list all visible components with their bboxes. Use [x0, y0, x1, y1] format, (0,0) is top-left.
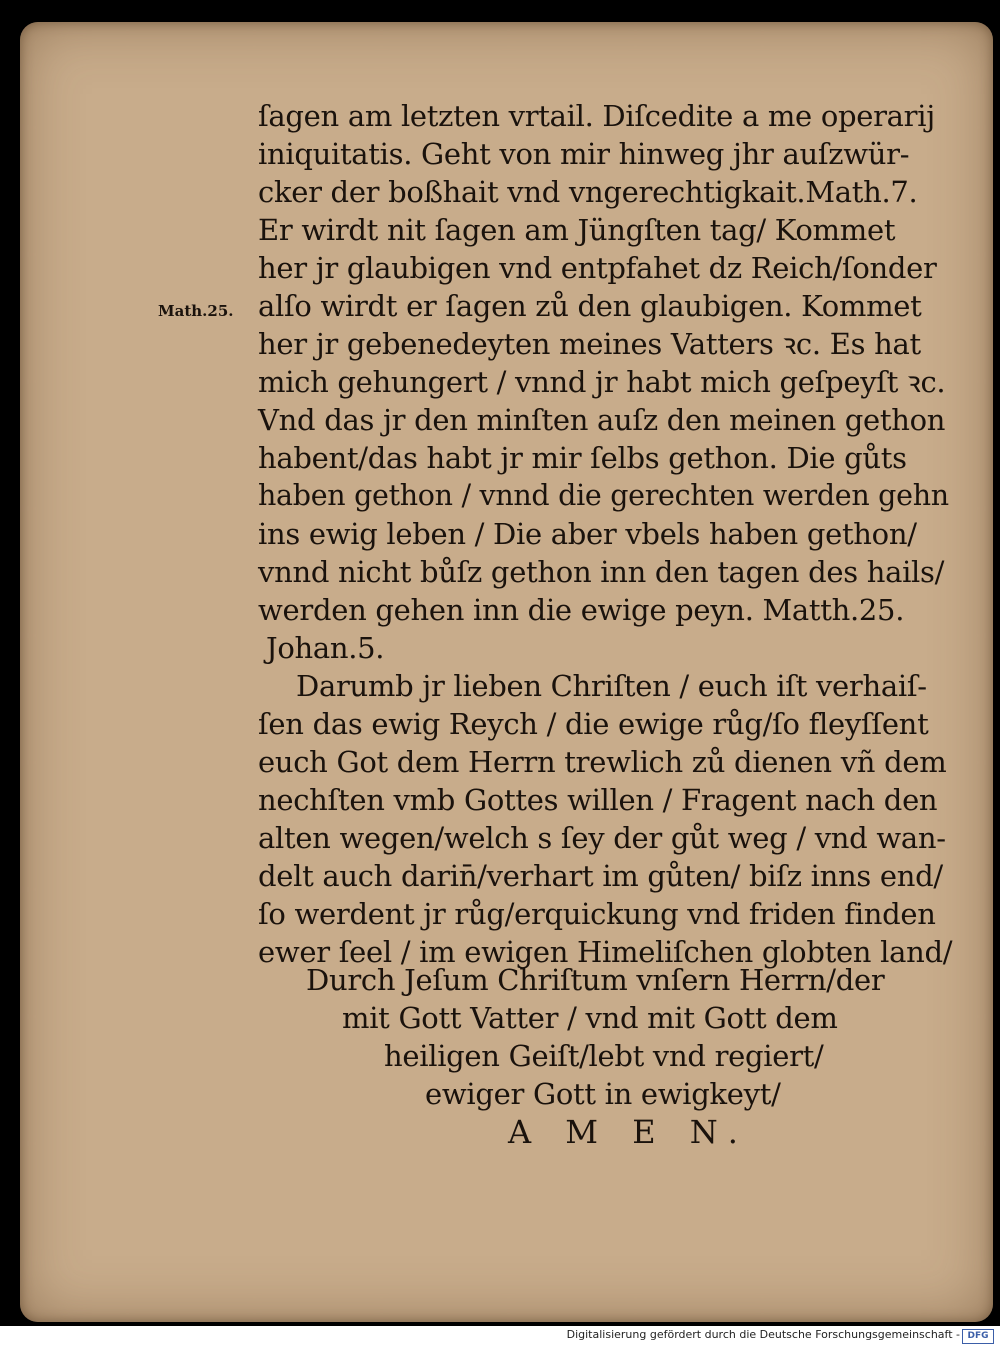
text-line: haben gethon / vnnd die gerechten werden gehn [258, 479, 949, 512]
text-line: her jr gebenedeyten meines Vatters ꝛc. Es hat [258, 327, 921, 361]
text-line: werden gehen inn die ewige peyn. Matth.25. [258, 593, 905, 627]
text-line: Vnd das jr den minſten auſz den meinen gethon [258, 403, 946, 437]
text-line: mich gehungert / vnnd jr habt mich geſpeyſt ꝛc. [258, 365, 946, 399]
text-line: habent/das habt jr mir ſelbs gethon. Die gůts [258, 441, 907, 475]
text-line: cker der boßhait vnd vngerechtigkait.Math.7. [258, 175, 918, 209]
text-line: euch Got dem Herrn trewlich zů dienen vñ dem [258, 745, 947, 779]
text-line: vnnd nicht bůſz gethon inn den tagen des hails/ [258, 555, 945, 589]
dfg-logo-icon: DFG [962, 1329, 994, 1344]
amen-closing: A M E N. [508, 1113, 750, 1151]
text-line: heiligen Geiſt/lebt vnd regiert/ [384, 1039, 824, 1073]
margin-note: Math.25. [158, 302, 234, 320]
text-line: alten wegen/welch s ſey der gůt weg / vnd wan‑ [258, 821, 946, 855]
text-line: delt auch darin̄/verhart im gůten/ biſz inns end/ [258, 859, 943, 893]
text-line: mit Gott Vatter / vnd mit Gott dem [342, 1001, 838, 1035]
text-line: Darumb jr lieben Chriſten / euch iſt verhaiſ‑ [296, 669, 927, 703]
text-line: ewer ſeel / im ewigen Himeliſchen globten land/ [258, 935, 953, 969]
text-line: nechſten vmb Gottes willen / Fragent nach den [258, 783, 938, 817]
text-line: alſo wirdt er ſagen zů den glaubigen. Kommet [258, 289, 922, 323]
text-line: Durch Jeſum Chriſtum vnſern Herrn/der [306, 963, 885, 997]
text-line: Er wirdt nit ſagen am Jüngſten tag/ Kommet [258, 213, 896, 247]
text-line: ins ewig leben / Die aber vbels haben gethon/ [258, 517, 917, 551]
text-line: iniquitatis. Geht von mir hinweg jhr auſzwür‑ [258, 137, 910, 171]
digitization-credit: Digitalisierung gefördert durch die Deutsche Forschungsgemeinschaft - [566, 1328, 960, 1341]
text-line: ſen das ewig Reych / die ewige růg/ſo fleyſſent [258, 707, 929, 741]
text-line: ſagen am letzten vrtail. Diſcedite a me operarij [258, 99, 935, 133]
text-line: her jr glaubigen vnd entpfahet dz Reich/ſonder [258, 251, 937, 285]
text-line: Johan.5. [266, 631, 385, 665]
text-line: ſo werdent jr růg/erquickung vnd friden finden [258, 897, 936, 931]
text-line: ewiger Gott in ewigkeyt/ [425, 1077, 781, 1111]
